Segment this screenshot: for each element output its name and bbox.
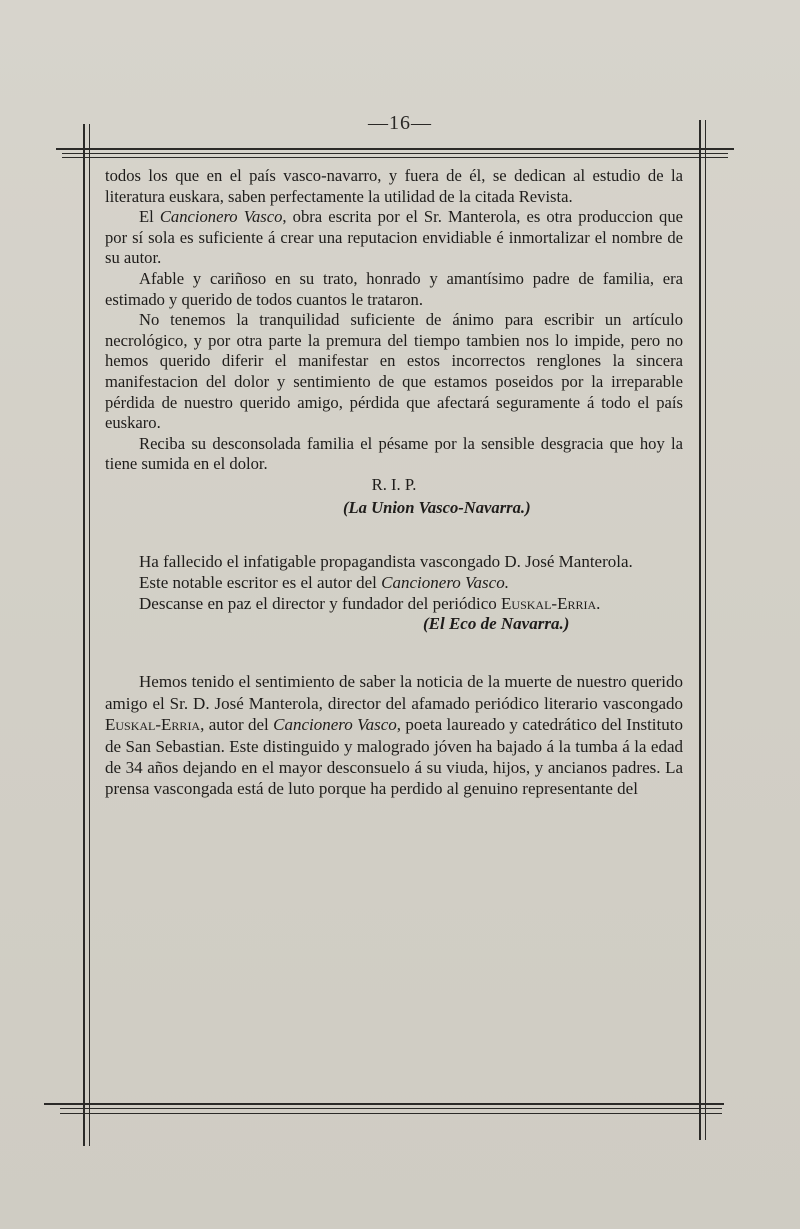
- frame-top-rule-inner: [62, 153, 728, 154]
- title-italic: Cancionero Vasco.: [381, 572, 509, 592]
- paragraph-fallecido: Ha fallecido el infatigable propagandista vascongado D. José Manterola.: [139, 552, 633, 572]
- frame-right-rule-inner: [705, 120, 706, 1140]
- title-italic: Cancionero Vasco: [159, 207, 283, 227]
- text-run: , autor del: [200, 715, 274, 735]
- text-run: , obra escrita por el Sr. Manterola, es otra produccion que por sí sola es suficiente á crear una reputacion envidiable é inmortalizar el nombre de su autor.: [105, 207, 683, 268]
- frame-top-rule: [56, 148, 734, 150]
- paragraph-hemos-tenido: [105, 671, 683, 799]
- frame-right-rule: [699, 120, 701, 1140]
- paragraph-continued: todos los que en el país vasco-navarro, y fuera de él, se dedican al estudio de la literatura euskara, saben perfectamente la utilidad de la citada Revista.: [105, 166, 683, 206]
- rip-line: R. I. P.: [371, 474, 417, 494]
- frame-top-rule-inner2: [62, 157, 728, 158]
- page-number: —16—: [368, 112, 432, 134]
- source-attribution-2: (El Eco de Navarra.): [423, 614, 570, 634]
- paragraph-escritor: [105, 573, 683, 594]
- section-gap: [105, 635, 683, 671]
- frame-bottom-rule-inner2: [60, 1113, 722, 1114]
- periodical-name: Euskal-Erria.: [501, 593, 601, 613]
- text-run: Hemos tenido el sentimiento de saber la noticia de la muerte de nuestro querido amigo el Sr. D. José Manterola, director del afamado periódico literario vascongado: [105, 672, 683, 713]
- title-italic: Cancionero Vasco: [273, 715, 397, 735]
- paragraph-character: Afable y cariñoso en su trato, honrado y amantísimo padre de familia, era estimado y querido de todos cuantos le trataron.: [105, 268, 683, 309]
- frame-left-rule-inner: [89, 124, 90, 1146]
- paragraph-descanse: [105, 594, 683, 615]
- text-run: , poeta laureado y catedrático del Instituto de San Sebastian. Este distinguido y malogrado jóven ha bajado á la tumba á la edad de 34 años dejando en el mayor desconsuelo á su viuda, hijos, y ancianos padres. La prensa vascongada está de luto porque ha perdido al genuino representante del: [105, 715, 683, 799]
- frame-bottom-rule: [44, 1103, 724, 1105]
- text-block: [105, 166, 683, 800]
- frame-bottom-rule-inner: [60, 1108, 722, 1109]
- text-run: Este notable escritor es el autor del: [139, 572, 382, 592]
- paragraph-condolence: Reciba su desconsolada familia el pésame por la sensible desgracia que hoy la tiene sumida en el dolor.: [105, 433, 683, 474]
- section-sentimiento: [105, 671, 683, 799]
- paragraph-obituary: No tenemos la tranquilidad suficiente de ánimo para escribir un artículo necrológico, y por otra parte la premura del tiempo tambien nos lo impide, pero no hemos querido diferir el manifestar en estos incorrectos renglones la sincera manifestacion del dolor y sentimiento de que estamos poseidos por la irreparable pérdida de nuestro querido amigo, pérdida que afectará seguramente á todo el país euskaro.: [105, 310, 683, 433]
- source-attribution-1: (La Union Vasco-Navarra.): [343, 497, 531, 517]
- text-run: El: [139, 207, 160, 227]
- frame-left-rule: [83, 124, 85, 1146]
- section-eco: [105, 552, 683, 635]
- text-run: Descanse en paz el director y fundador del periódico: [139, 593, 502, 613]
- section-gap: [105, 518, 683, 552]
- paragraph-cancionero: [105, 207, 683, 269]
- periodical-name: Euskal-Erria: [105, 715, 201, 735]
